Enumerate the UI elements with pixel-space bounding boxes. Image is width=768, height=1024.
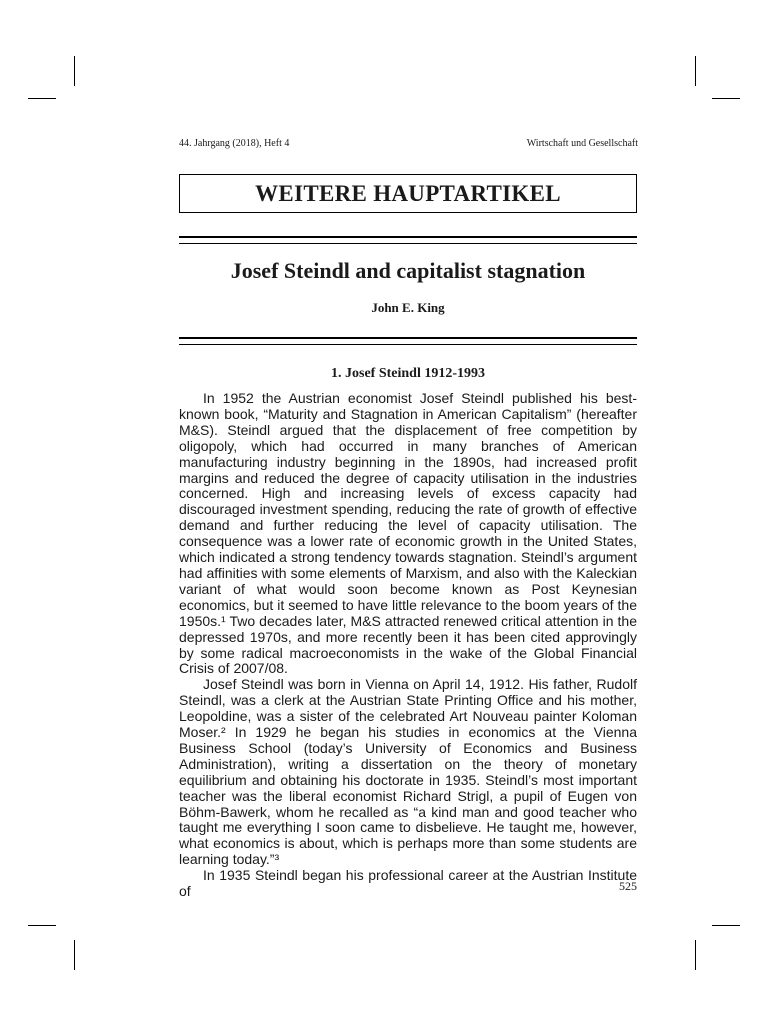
crop-mark-top-right-vertical (695, 56, 696, 86)
title-rule-bottom (179, 337, 637, 345)
running-head-issue: 44. Jahrgang (2018), Heft 4 (179, 138, 290, 149)
crop-mark-bottom-right-horizontal (712, 925, 740, 926)
crop-mark-top-right-horizontal (712, 98, 740, 99)
section-label-box (179, 174, 637, 213)
crop-mark-bottom-left-vertical (74, 940, 75, 970)
article-author: John E. King (371, 300, 445, 315)
body-paragraph: In 1935 Steindl began his professional career at the Austrian Institute of (179, 867, 637, 900)
crop-mark-bottom-left-horizontal (28, 925, 56, 926)
section-heading: 1. Josef Steindl 1912-1993 (331, 366, 485, 381)
running-head (179, 138, 638, 149)
body-paragraph: In 1952 the Austrian economist Josef Steindl published his best-known book, “Maturity and Stagnation in American Capitalism” (hereafter M&S). Steindl argued that the displacement of free competition by oligopoly, which had occurred in many branches of American manufacturing industry beginning in the 1890s, had increased profit margins and reduced the degree of capacity utilisation in the industries concerned. High and increasing levels of excess capacity had discouraged investment spending, reducing the rate of growth of effective demand and further reducing the level of capacity utilisation. The consequence was a lower rate of economic growth in the United States, which indicated a strong tendency towards stagnation. Steindl’s argument had affinities with some elements of Marxism, and also with the Kaleckian variant of what would soon become known as Post Keynesian economics, but it seemed to have little relevance to the boom years of the 1950s.¹ Two decades later, M&S attracted renewed critical attention in the depressed 1970s, and more recently been it has been cited approvingly by some radical macroeconomists in the wake of the Global Financial Crisis of 2007/08. (179, 390, 637, 677)
crop-mark-bottom-right-vertical (695, 940, 696, 970)
crop-mark-top-left-horizontal (28, 98, 56, 99)
crop-mark-top-left-vertical (74, 56, 75, 86)
body-paragraph: Josef Steindl was born in Vienna on April 14, 1912. His father, Rudolf Steindl, was a clerk at the Austrian State Printing Office and his mother, Leopoldine, was a sister of the celebrated Art Nouveau painter Koloman Moser.² In 1929 he began his studies in economics at the Vienna Business School (today’s University of Economics and Business Administration), writing a dissertation on the theory of monetary equilibrium and obtaining his doctorate in 1935. Steindl’s most important teacher was the liberal economist Richard Strigl, a pupil of Eugen von Böhm-Bawerk, whom he recalled as “a kind man and good teacher who taught me everything I soon came to disbelieve. He taught me, however, what economics is about, which is perhaps more than some students are learning today.”³ (179, 676, 637, 868)
article-body (179, 391, 637, 900)
section-label: WEITERE HAUPTARTIKEL (255, 180, 561, 206)
page-number: 525 (619, 879, 637, 893)
running-head-journal: Wirtschaft und Gesellschaft (526, 138, 638, 149)
title-rule-top (179, 236, 637, 244)
article-title: Josef Steindl and capitalist stagnation (230, 258, 586, 283)
